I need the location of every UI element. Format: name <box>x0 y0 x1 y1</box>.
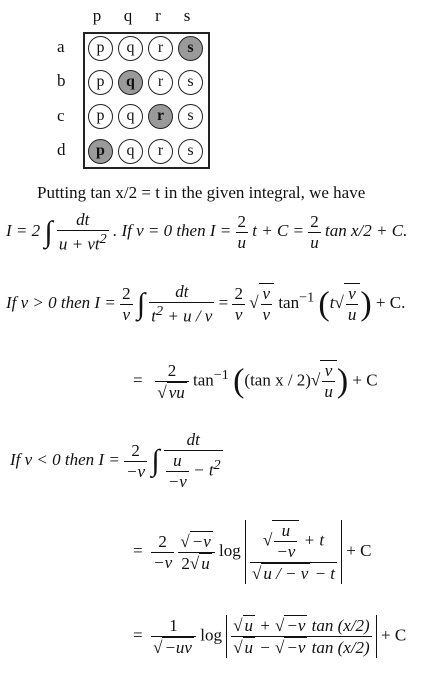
bubble-b-r: r <box>148 70 173 95</box>
bubble-c-q: q <box>118 104 143 129</box>
bubble-d-q: q <box>118 139 143 164</box>
bubble-c-p: p <box>88 104 113 129</box>
row-label-b: b <box>57 71 66 90</box>
bubble-a-s: s <box>178 36 203 61</box>
equation-line-6: = $\frac{1}{√ -uv}$ log $\frac{\text{√ u + √ −v tan (x/2)}}{\text{√ u − √ −v tan (x/2)}}$ + C <box>133 615 407 657</box>
bubble-d-r: r <box>148 139 173 164</box>
bubble-a-q: q <box>118 36 143 61</box>
row-label-a: a <box>57 37 65 56</box>
bubble-c-r: r <box>148 104 173 129</box>
bubble-a-p: p <box>88 36 113 61</box>
equation-line-2: If v > 0 then I = $\frac{2}{v}$ ∫ $\frac{dt}{t^2 + u / v}$ = $\frac{2}{v}$ √ $\frac{v}{v}$ $\tan^{-1} (t√$ $\frac{v}{u}$ ) + C. <box>6 282 406 326</box>
equation-line-3: = $\frac{2}{√ vu}$ $\tan^{-1} ((\tan$ x / 2)√ $\frac{v}{u}$ ) + C <box>133 360 378 402</box>
bubble-b-p: p <box>88 70 113 95</box>
bubble-b-q: q <box>118 70 143 95</box>
row-label-d: d <box>57 140 66 159</box>
column-header-r: r <box>155 6 161 25</box>
bubble-c-s: s <box>178 104 203 129</box>
equation-line-5: = $\frac{2}{-v}$ $\frac{√ -v}{2√ u}$ log √ $\frac{u}{-v}$ + t √ u / − v − t + C <box>133 521 372 583</box>
column-header-p: p <box>92 6 102 25</box>
integral-sign: ∫ <box>44 215 53 249</box>
equation-line-1: I = 2 ∫ $\frac{dt}{u + vt^2}$ . If v = 0 then I = $\frac{2}{u}$ t + C = $\frac{2}{u}$ tan x/2 + C. <box>6 210 408 254</box>
bubble-d-p: p <box>88 139 113 164</box>
equation-line-4: If v < 0 then I = $\frac{2}{-v}$ ∫ dt $\frac{u}{-v}$ − $t^2$ <box>10 430 221 491</box>
bubble-a-r: r <box>148 36 173 61</box>
column-header-q: q <box>123 6 133 25</box>
row-label-c: c <box>57 106 65 125</box>
intro-text: Putting tan x/2 = t in the given integral, we have <box>37 183 366 202</box>
column-header-s: s <box>183 6 191 25</box>
bubble-d-s: s <box>178 139 203 164</box>
bubble-b-s: s <box>178 70 203 95</box>
